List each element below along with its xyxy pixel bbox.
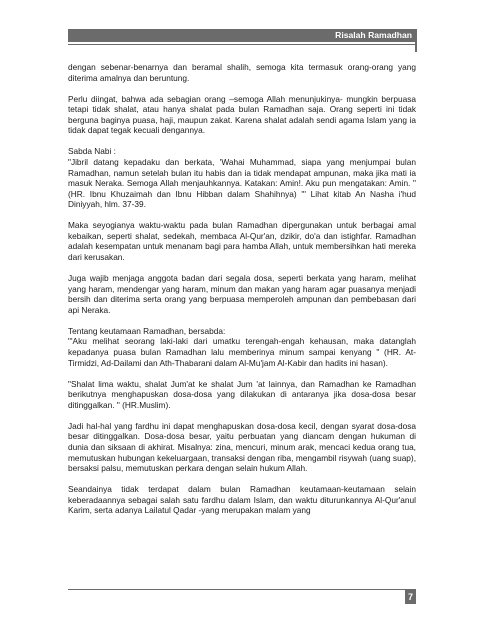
paragraph: Tentang keutamaan Ramadhan, bersabda: (68, 325, 226, 336)
paragraph: Seandainya tidak terdapat dalam bulan Ramadhan keutamaan-keutamaan selain keberadaannya sebagai salah satu fardhu dalam Islam, dan waktu diturunkannya Al-Qur'anul Karim, serta adanya Lailatul Qadar -yang merupakan malam yang (68, 484, 416, 516)
header-side-rule (415, 29, 417, 52)
paragraph: Perlu diingat, bahwa ada sebagian orang –semoga Allah menunjukinya- mungkin berpuasa tetapi tidak shalat, atau hanya shalat pada bulan Ramadhan saja. Orang seperti ini tidak berguna baginya puasa, haji, maupun zakat. Karena shalat adalah sendi agama Islam yang ia tidak dapat tegak kecuali dengannya. (68, 93, 416, 136)
hadith-quote: "Shalat lima waktu, shalat Jum'at ke shalat Jum 'at lainnya, dan Ramadhan ke Ramadhan berikutnya menghapuskan dosa-dosa yang dilakukan di antaranya jika dosa-dosa besar ditinggalkan. " (HR.Muslim). (68, 378, 416, 410)
paragraph: dengan sebenar-benarnya dan beramal shalih, semoga kita termasuk orang-orang yang diterima amalnya dan beruntung. (68, 62, 416, 83)
paragraph: Sabda Nabi : (68, 146, 116, 157)
header-rule (68, 44, 416, 45)
hadith-quote: "'Aku melihat seorang laki-laki dari umatku terengah-engah kehausan, maka datanglah kepadanya puasa bulan Ramadhan lalu memberinya minum sampai kenyang " (HR. At-Tirmidzi, Ad-Dailami dan Ath-Thabarani dalam Al-Mu'jam Al-Kabir dan hadits ini hasan). (68, 336, 416, 368)
page-number: 7 (405, 590, 416, 604)
hadith-quote: "Jibril datang kepadaku dan berkata, 'Wahai Muhammad, siapa yang menjumpai bulan Ramadhan, namun setelah bulan itu habis dan ia tidak mendapat ampunan, maka jika mati ia masuk Neraka. Semoga Allah menjauhkannya. Katakan: Amin!. Aku pun mengatakan: Amin. " (HR. Ibnu Khuzaimah dan Ibnu Hibban dalam Shahihnya) "' Lihat kitab An Nasha i'hud Diniyyah, hlm. 37-39. (68, 156, 416, 210)
paragraph: Maka seyogianya waktu-waktu pada bulan Ramadhan dipergunakan untuk berbagai amal kebaikan, seperti shalat, sedekah, membaca Al-Qur'an, dzikir, do'a dan istighfar. Ramadhan adalah kesempatan untuk menanam bagi para hamba Allah, untuk membersihkan hati mereka dari kerusakan. (68, 220, 416, 263)
header-title: Risalah Ramadhan (335, 30, 412, 40)
paragraph: Juga wajib menjaga anggota badan dari segala dosa, seperti berkata yang haram, melihat yang haram, mendengar yang haram, minum dan makan yang haram agar puasanya menjadi bersih dan diterima serta orang yang berpuasa memperoleh ampunan dan pembebasan dari api Neraka. (68, 273, 416, 315)
running-header (68, 29, 416, 42)
paragraph: Jadi hal-hal yang fardhu ini dapat menghapuskan dosa-dosa kecil, dengan syarat dosa-dosa besar ditinggalkan. Dosa-dosa besar, yaitu perbuatan yang diancam dengan hukuman di dunia dan siksaan di akhirat. Misalnya: zina, mencuri, minum arak, mencaci kedua orang tua, memutuskan hubungan kekeluargaan, transaksi dengan riba, mengambil risywah (uang suap), bersaksi palsu, memutuskan perkara dengan selain hukum Allah. (68, 420, 416, 474)
footer-rule (68, 589, 416, 590)
body-text (68, 62, 416, 526)
